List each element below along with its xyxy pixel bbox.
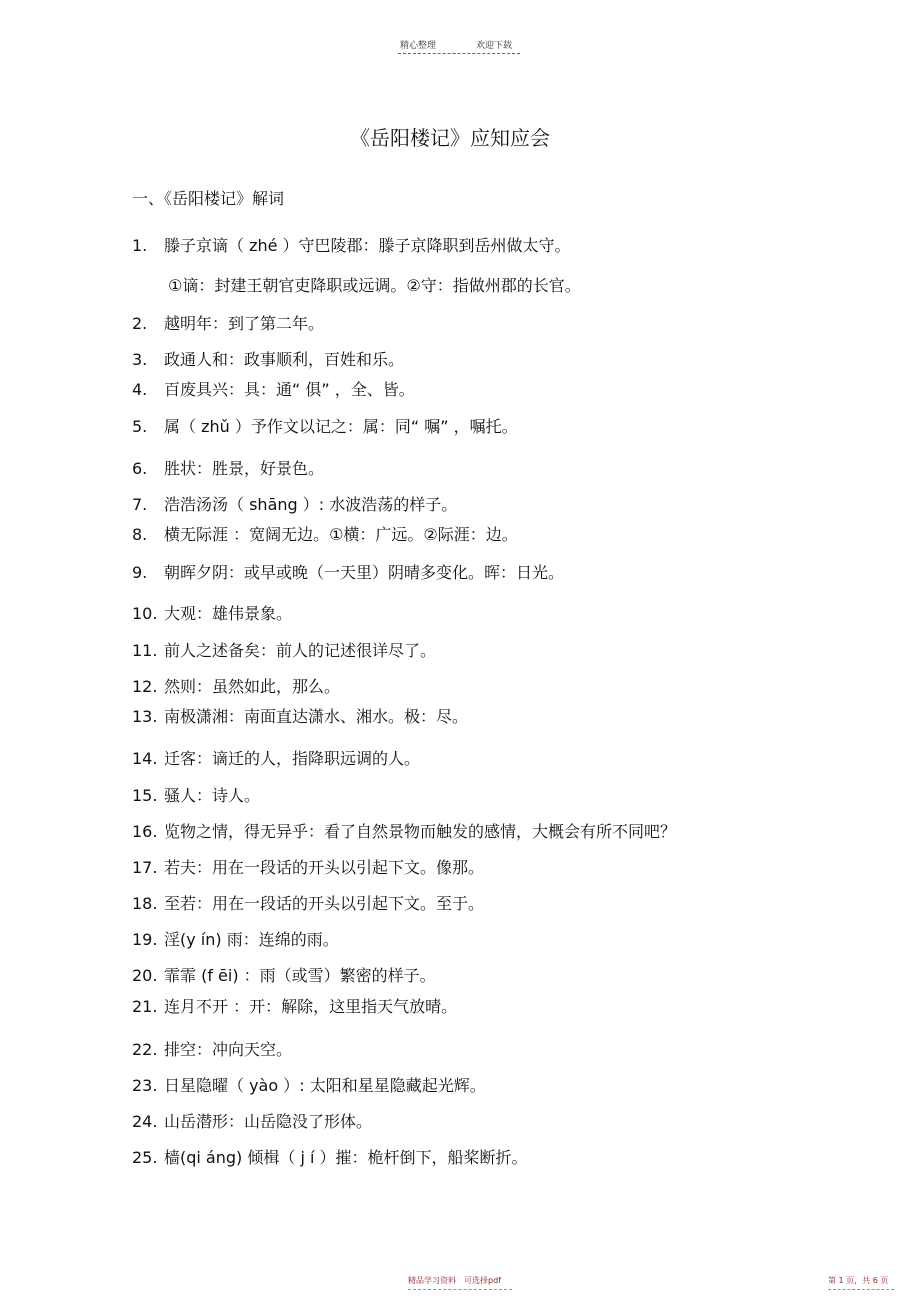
entry-number: 21. (132, 997, 158, 1016)
list-item (132, 314, 324, 334)
entry-number: 16. (132, 822, 158, 841)
list-item (132, 1040, 292, 1060)
entry-number: 6. (132, 459, 148, 478)
list-item (132, 236, 571, 256)
list-item (132, 417, 518, 437)
footer-divider (408, 1289, 512, 1290)
entry-number: 2. (132, 314, 148, 333)
list-item (132, 350, 404, 370)
list-item (132, 930, 339, 950)
entry-text: 霏霏 (f ēi) ：雨（或雪）繁密的样子。 (164, 966, 436, 985)
list-item (132, 786, 260, 806)
entry-text: 樯(qi áng) 倾楫（ j í ）摧：桅杆倒下，船桨断折。 (164, 1148, 528, 1167)
entry-text: 属（ zhǔ ）予作文以记之：属：同“ 嘱” ，嘱托。 (164, 417, 518, 436)
header-right-text: 欢迎下载 (476, 41, 513, 51)
entry-1-note: ①谪：封建王朝官吏降职或远调。②守：指做州郡的长官。 (168, 276, 581, 295)
list-item (132, 858, 484, 878)
entry-text: 山岳潜形：山岳隐没了形体。 (164, 1112, 373, 1131)
list-item (132, 997, 457, 1017)
entry-number: 18. (132, 894, 158, 913)
entry-number: 19. (132, 930, 158, 949)
entry-text: 百废具兴：具：通“ 俱” ，全、皆。 (164, 380, 415, 399)
footer-left-text-2: 可选择pdf (464, 1276, 501, 1285)
list-item (132, 707, 468, 727)
entry-number: 20. (132, 966, 158, 985)
page-number: 第 1 页，共 6 页 (828, 1276, 889, 1285)
entry-number: 8. (132, 525, 148, 544)
list-item (132, 749, 420, 769)
entry-text: 大观：雄伟景象。 (164, 604, 293, 623)
entry-text: 至若：用在一段话的开头以引起下文。至于。 (164, 894, 485, 913)
entry-number: 11. (132, 641, 158, 660)
entry-text: 然则：虽然如此，那么。 (164, 677, 341, 696)
entry-number: 25. (132, 1148, 158, 1167)
footer-divider (828, 1289, 894, 1290)
entry-text: 淫(y ín) 雨：连绵的雨。 (164, 930, 339, 949)
list-item (132, 563, 564, 583)
entry-number: 10. (132, 604, 158, 623)
entry-number: 17. (132, 858, 158, 877)
entry-text: 政通人和：政事顺利，百姓和乐。 (164, 350, 405, 369)
entry-number: 15. (132, 786, 158, 805)
section-heading: 一、《岳阳楼记》解词 (132, 189, 285, 208)
entry-text: 胜状：胜景，好景色。 (164, 459, 325, 478)
list-item (132, 966, 436, 986)
entry-number: 1. (132, 236, 148, 255)
list-item (132, 380, 415, 400)
entry-text: 横无际涯 ：宽阔无边。①横：广远。②际涯：边。 (164, 525, 518, 544)
header-divider (398, 53, 520, 54)
list-item (132, 1148, 528, 1168)
entry-text: 浩浩汤汤（ shāng ）: 水波浩荡的样子。 (164, 495, 458, 514)
entry-text: 览物之情，得无异乎：看了自然景物而触发的感情，大概会有所不同吧？ (164, 822, 677, 841)
list-item (132, 525, 518, 545)
list-item (132, 641, 436, 661)
entry-text: 朝晖夕阴：或早或晚（一天里）阴晴多变化。晖：日光。 (164, 563, 565, 582)
entry-number: 5. (132, 417, 148, 436)
entry-number: 7. (132, 495, 148, 514)
list-item (132, 677, 340, 697)
entry-number: 23. (132, 1076, 158, 1095)
entry-text: 排空：冲向天空。 (164, 1040, 293, 1059)
entry-text: 越明年：到了第二年。 (164, 314, 325, 333)
entry-number: 13. (132, 707, 158, 726)
header-left-text: 精心整理 (400, 41, 437, 51)
list-item (132, 495, 457, 515)
page-footer-right (828, 1275, 894, 1286)
list-item (132, 459, 324, 479)
entry-number: 14. (132, 749, 158, 768)
entry-text: 滕子京谪（ zhé ）守巴陵郡：滕子京降职到岳州做太守。 (164, 236, 571, 255)
entry-number: 22. (132, 1040, 158, 1059)
entry-text: 骚人：诗人。 (164, 786, 261, 805)
entry-number: 4. (132, 380, 148, 399)
entry-text: 南极潇湘：南面直达潇水、湘水。极：尽。 (164, 707, 469, 726)
entry-text: 迁客：谪迁的人，指降职远调的人。 (164, 749, 421, 768)
entry-text: 连月不开 ：开：解除，这里指天气放晴。 (164, 997, 458, 1016)
list-item (132, 894, 484, 914)
entry-number: 3. (132, 350, 148, 369)
entry-text: 日星隐曜（ yào ）: 太阳和星星隐藏起光辉。 (164, 1076, 486, 1095)
entry-number: 12. (132, 677, 158, 696)
list-item (132, 1112, 372, 1132)
document-title: 《岳阳楼记》应知应会 (350, 126, 550, 150)
entry-text: 若夫：用在一段话的开头以引起下文。像那。 (164, 858, 485, 877)
footer-left-text: 精品学习资料 (408, 1276, 456, 1285)
list-item (132, 604, 292, 624)
list-item (132, 1076, 486, 1096)
entry-text: 前人之述备矣：前人的记述很详尽了。 (164, 641, 437, 660)
list-item (132, 822, 676, 842)
entry-number: 9. (132, 563, 148, 582)
entry-number: 24. (132, 1112, 158, 1131)
